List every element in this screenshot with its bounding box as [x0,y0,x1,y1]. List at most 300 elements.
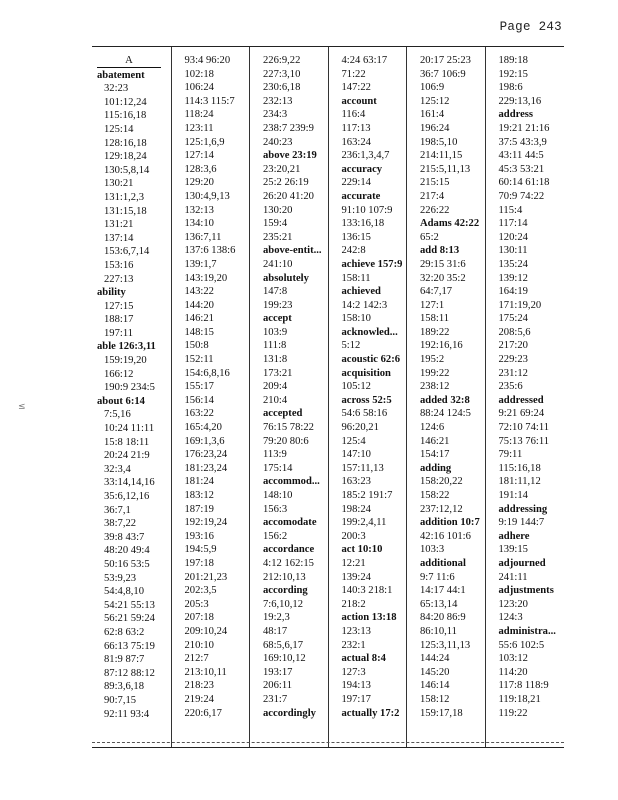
index-reference: 217:4 [420,190,445,202]
index-reference: 241:11 [498,571,528,583]
index-reference: 192:16,16 [420,340,463,352]
index-reference: 89:3,6,18 [104,681,145,693]
index-reference: 10:24 11:11 [104,423,155,435]
index-reference: 130:21 [104,178,134,190]
index-reference: 119:22 [498,707,528,719]
index-reference: 194:5,9 [184,544,217,556]
index-reference: 193:17 [263,666,293,678]
index-reference: 164:19 [498,286,528,298]
index-reference: 208:5,6 [498,326,531,338]
index-reference: 79:11 [498,449,523,461]
index-reference: 200:3 [341,530,366,542]
index-reference: 242:8 [341,245,366,257]
index-reference: 235:6 [498,381,523,393]
index-reference: 54:6 58:16 [341,408,388,420]
index-reference: 66:13 75:19 [104,640,155,652]
index-reference: 148:15 [184,326,214,338]
index-reference: 48:20 49:4 [104,545,150,557]
index-reference: 54:21 55:13 [104,599,155,611]
index-reference: 114:3 115:7 [184,95,235,107]
index-reference: 139:12 [498,272,528,284]
index-reference: 237:12,12 [420,503,463,515]
index-reference: 118:24 [184,109,214,121]
index-reference: 103:12 [498,653,528,665]
index-column-6 [485,47,564,747]
index-reference: 220:6,17 [184,707,222,719]
index-reference: 189:18 [498,55,528,66]
index-reference: 117:8 118:9 [498,680,549,692]
index-reference: 26:20 41:20 [263,190,314,202]
index-term: accordance [263,544,315,556]
index-reference: 226:9,22 [263,55,301,66]
index-reference: 32:3,4 [104,463,131,475]
index-term: accordingly [263,707,316,719]
index-reference: 72:10 74:11 [498,422,550,434]
index-reference: 12:21 [341,557,366,569]
index-term: ability [97,287,126,299]
index-reference: 159:4 [263,218,288,230]
index-reference: 101:12,24 [104,96,147,108]
index-reference: 119:18,21 [498,693,541,705]
index-reference: 199:2,4,11 [341,517,387,529]
index-reference: 229:13,16 [498,95,542,107]
index-reference: 37:5 43:3,9 [498,136,547,148]
index-reference: 114:20 [498,666,528,678]
index-reference: 136:7,11 [184,231,222,243]
index-reference: 23:20,21 [263,163,301,175]
index-reference: 117:13 [341,122,371,134]
index-reference: 209:10,24 [184,625,228,637]
index-reference: 199:22 [420,367,450,379]
index-reference: 65:13,14 [420,598,458,610]
index-reference: 147:10 [341,449,371,461]
index-reference: 139:15 [498,544,528,556]
index-reference: 129:20 [184,177,214,189]
index-reference: 115:16,18 [498,462,541,474]
index-column-4 [328,47,407,747]
index-reference: 158:22 [420,490,450,501]
index-term: actually 17:2 [341,707,400,719]
index-reference: 195:2 [420,354,445,366]
index-reference: 159:19,20 [104,355,147,367]
index-term: action 13:18 [341,612,397,624]
index-reference: 188:17 [104,314,134,326]
index-reference: 171:19,20 [498,299,542,311]
index-reference: 147:22 [341,82,371,94]
index-term: addition 10:7 [420,517,480,529]
index-reference: 163:23 [341,476,371,488]
index-reference: 165:4,20 [184,422,222,434]
index-reference: 197:11 [104,327,134,339]
index-reference: 125:4 [341,435,366,447]
index-reference: 238:12 [420,381,450,393]
index-reference: 158:11 [341,272,371,284]
index-reference: 56:21 59:24 [104,613,155,625]
index-reference: 64:7,17 [420,286,453,298]
index-reference: 53:9,23 [104,572,137,584]
index-reference: 125:1,6,9 [184,136,225,148]
index-reference: 137:6 138:6 [184,245,236,257]
index-reference: 215:15 [420,177,450,189]
index-reference: 4:24 63:17 [341,55,388,66]
index-reference: 175:24 [498,313,528,325]
index-reference: 9:7 11:6 [420,571,455,583]
index-reference: 106:24 [184,82,214,94]
index-term: accept [263,313,292,325]
index-reference: 169:10,12 [263,653,306,665]
index-reference: 212:10,13 [263,571,306,583]
index-reference: 148:10 [263,490,293,501]
index-reference: 20:17 25:23 [420,55,471,66]
index-reference: 88:24 124:5 [420,408,471,420]
index-reference: 193:16 [184,530,214,542]
index-reference: 115:16,18 [104,110,147,122]
index-reference: 197:17 [341,693,371,705]
index-term: according [263,585,308,597]
index-reference: 229:14 [341,177,371,189]
index-reference: 103:9 [263,326,288,338]
index-term: add 8:13 [420,245,460,257]
section-letter: A [97,54,161,68]
index-reference: 214:11,15 [420,150,463,162]
index-reference: 150:8 [184,340,209,352]
index-reference: 91:10 107:9 [341,204,393,216]
index-reference: 115:4 [498,204,523,216]
index-reference: 189:22 [420,326,450,338]
index-reference: 55:6 102:5 [498,639,545,651]
index-reference: 137:14 [104,232,134,244]
index-reference: 166:12 [104,368,134,380]
index-term: accurate [341,190,381,202]
index-reference: 130:5,8,14 [104,164,150,176]
index-reference: 241:10 [263,258,293,270]
index-reference: 86:10,11 [420,625,457,637]
index-reference: 218:2 [341,598,366,610]
index-reference: 102:18 [184,68,214,80]
index-reference: 231:12 [498,367,528,379]
index-reference: 155:17 [184,381,214,393]
index-reference: 123:11 [184,122,214,134]
index-reference: 60:14 61:18 [498,177,550,189]
index-reference: 127:15 [104,300,134,312]
index-reference: 156:2 [263,530,288,542]
index-reference: 197:18 [184,557,214,569]
index-reference: 124:3 [498,612,523,624]
index-term: accepted [263,408,303,420]
index-reference: 190:9 234:5 [104,382,155,394]
index-reference: 105:12 [341,381,371,393]
index-reference: 130:11 [498,245,528,257]
index-reference: 240:23 [263,136,293,148]
index-reference: 181:23,24 [184,462,228,474]
index-reference: 96:20,21 [341,422,379,434]
index-reference: 75:13 76:11 [498,435,550,447]
index-column-2 [171,47,250,747]
index-term: acquisition [341,367,391,379]
index-reference: 146:21 [184,313,214,325]
index-reference: 84:20 86:9 [420,612,466,624]
index-reference: 235:21 [263,231,293,243]
index-term: accommod... [263,476,320,488]
index-reference: 202:3,5 [184,585,217,597]
index-reference: 43:11 44:5 [498,150,544,162]
index-reference: 169:1,3,6 [184,435,225,447]
index-term: accuracy [341,163,383,175]
index-reference: 90:7,15 [104,694,137,706]
index-reference: 157:11,13 [341,462,384,474]
index-reference: 234:3 [263,109,288,121]
index-reference: 187:19 [184,503,214,515]
index-reference: 79:20 80:6 [263,435,309,447]
index-reference: 153:16 [104,259,134,271]
index-reference: 145:20 [420,666,450,678]
index-reference: 124:6 [420,422,445,434]
index-reference: 123:20 [498,598,528,610]
index-reference: 103:3 [420,544,445,556]
index-reference: 130:20 [263,204,293,216]
index-reference: 153:6,7,14 [104,246,150,258]
index-reference: 131:8 [263,354,288,366]
index-reference: 147:8 [263,286,288,298]
index-term: achieved [341,286,381,298]
index-term: actual 8:4 [341,653,386,665]
index-reference: 81:9 87:7 [104,654,145,666]
index-reference: 36:7 106:9 [420,68,466,80]
index-reference: 192:15 [498,68,528,80]
index-reference: 111:8 [263,340,287,352]
index-term: absolutely [263,272,309,284]
index-reference: 139:24 [341,571,371,583]
margin-mark: ≤ [18,402,26,412]
index-term: adjourned [498,557,546,569]
index-reference: 154:6,8,16 [184,367,230,379]
index-reference: 227:3,10 [263,68,301,80]
index-reference: 19:2,3 [263,612,290,624]
index-reference: 70:9 74:22 [498,190,545,202]
index-reference: 7:6,10,12 [263,598,304,610]
index-reference: 19:21 21:16 [498,122,550,134]
index-reference: 9:21 69:24 [498,408,545,420]
index-term: adding [420,462,452,474]
index-reference: 50:16 53:5 [104,558,150,570]
index-reference: 68:5,6,17 [263,639,304,651]
index-reference: 183:12 [184,490,214,501]
index-reference: 132:13 [184,204,214,216]
index-term: accomodate [263,517,317,529]
index-reference: 7:5,16 [104,409,131,421]
index-reference: 215:5,11,13 [420,163,471,175]
index-reference: 123:13 [341,625,371,637]
index-reference: 133:16,18 [341,218,385,230]
index-reference: 161:4 [420,109,445,121]
index-term: abatement [97,69,145,81]
index-reference: 201:21,23 [184,571,228,583]
index-reference: 236:1,3,4,7 [341,150,390,162]
index-reference: 125:14 [104,123,134,135]
index-reference: 232:1 [341,639,366,651]
index-reference: 143:22 [184,286,214,298]
index-reference: 217:20 [498,340,528,352]
index-reference: 139:1,7 [184,258,217,270]
index-reference: 143:19,20 [184,272,228,284]
index-term: above 23:19 [263,150,317,162]
index-reference: 238:7 239:9 [263,122,314,134]
index-reference: 15:8 18:11 [104,436,150,448]
index-reference: 218:23 [184,680,214,692]
index-reference: 127:14 [184,150,214,162]
index-reference: 152:11 [184,354,214,366]
index-reference: 181:24 [184,476,214,488]
index-reference: 33:14,14,16 [104,477,155,489]
index-reference: 136:15 [341,231,371,243]
index-term: address [498,109,534,121]
index-term: added 32:8 [420,394,470,406]
index-reference: 158:11 [420,313,450,325]
index-reference: 38:7,22 [104,518,137,530]
index-term: act 10:10 [341,544,383,556]
index-reference: 210:4 [263,394,288,406]
index-reference: 129:18,24 [104,151,147,163]
index-reference: 159:17,18 [420,707,463,719]
index-reference: 87:12 88:12 [104,667,155,679]
index-reference: 175:14 [263,462,293,474]
index-reference: 156:3 [263,503,288,515]
index-reference: 125:12 [420,95,450,107]
index-reference: 35:6,12,16 [104,491,150,502]
index-reference: 206:11 [263,680,293,692]
index-column-5 [406,47,485,747]
index-reference: 14:2 142:3 [341,299,388,311]
index-reference: 39:8 43:7 [104,531,145,543]
index-term: account [341,95,377,107]
index-reference: 144:24 [420,653,450,665]
index-reference: 127:3 [341,666,366,678]
index-reference: 48:17 [263,625,288,637]
index-reference: 128:3,6 [184,163,217,175]
index-column-3 [249,47,328,747]
index-reference: 117:14 [498,218,528,230]
index-reference: 232:13 [263,95,293,107]
index-reference: 207:18 [184,612,214,624]
index-reference: 163:24 [341,136,371,148]
index-reference: 36:7,1 [104,504,131,516]
index-term: adhere [498,530,530,542]
index-reference: 32:20 35:2 [420,272,466,284]
index-reference: 65:2 [420,231,439,243]
index-reference: 154:17 [420,449,450,461]
index-reference: 213:10,11 [184,666,227,678]
index-reference: 134:10 [184,218,214,230]
index-reference: 146:21 [420,435,450,447]
index-reference: 212:7 [184,653,209,665]
index-reference: 131:15,18 [104,205,147,217]
index-term: acknowled... [341,326,398,338]
index-reference: 198:5,10 [420,136,458,148]
index-reference: 173:21 [263,367,293,379]
index-reference: 192:19,24 [184,517,228,529]
index-reference: 227:13 [104,273,134,285]
index-reference: 76:15 78:22 [263,422,314,434]
index-reference: 32:23 [104,83,129,95]
index-reference: 194:13 [341,680,371,692]
index-term: Adams 42:22 [420,218,480,230]
index-term: addressing [498,503,548,515]
index-reference: 230:6,18 [263,82,301,94]
index-reference: 144:20 [184,299,214,311]
index-term: addressed [498,394,544,406]
index-reference: 128:16,18 [104,137,147,149]
page-number: Page 243 [499,20,562,34]
index-reference: 231:7 [263,693,288,705]
index-term: able 126:3,11 [97,341,156,353]
index-reference: 120:24 [498,231,528,243]
index-reference: 93:4 96:20 [184,55,231,66]
index-reference: 116:4 [341,109,366,121]
index-reference: 199:23 [263,299,293,311]
index-reference: 229:23 [498,354,528,366]
index-term: achieve 157:9 [341,258,403,270]
index-reference: 176:23,24 [184,449,228,461]
index-reference: 163:22 [184,408,214,420]
index-reference: 62:8 63:2 [104,626,145,638]
index-reference: 205:3 [184,598,209,610]
index-term: additional [420,557,466,569]
index-reference: 92:11 93:4 [104,708,150,720]
index-column-1 [92,47,171,747]
index-reference: 106:9 [420,82,445,94]
index-reference: 196:24 [420,122,450,134]
index-reference: 9:19 144:7 [498,517,545,529]
index-reference: 25:2 26:19 [263,177,309,189]
index-reference: 198:6 [498,82,523,94]
index-reference: 14:17 44:1 [420,585,466,597]
index-reference: 185:2 191:7 [341,490,393,501]
index-reference: 127:1 [420,299,445,311]
index-term: about 6:14 [97,395,145,407]
index-reference: 130:4,9,13 [184,190,230,202]
index-reference: 135:24 [498,258,528,270]
index-reference: 156:14 [184,394,214,406]
index-reference: 125:3,11,13 [420,639,471,651]
index-reference: 140:3 218:1 [341,585,393,597]
index-term: above-entit... [263,245,322,257]
index-term: adjustments [498,585,554,597]
index-reference: 4:12 162:15 [263,557,314,569]
index-reference: 181:11,12 [498,476,541,488]
word-index-table [92,46,564,748]
index-reference: 29:15 31:6 [420,258,466,270]
index-reference: 158:10 [341,313,371,325]
index-reference: 209:4 [263,381,288,393]
index-reference: 131:21 [104,219,134,231]
index-reference: 146:14 [420,680,450,692]
index-reference: 158:20,22 [420,476,463,488]
index-reference: 226:22 [420,204,450,216]
index-reference: 191:14 [498,490,528,501]
index-reference: 71:22 [341,68,366,80]
index-reference: 54:4,8,10 [104,586,145,598]
index-reference: 42:16 101:6 [420,530,471,542]
index-reference: 131:1,2,3 [104,191,145,203]
index-term: administra... [498,625,556,637]
index-reference: 45:3 53:21 [498,163,545,175]
index-reference: 158:12 [420,693,450,705]
index-reference: 219:24 [184,693,214,705]
index-reference: 5:12 [341,340,361,352]
index-reference: 198:24 [341,503,371,515]
index-reference: 20:24 21:9 [104,450,150,462]
index-term: across 52:5 [341,394,392,406]
